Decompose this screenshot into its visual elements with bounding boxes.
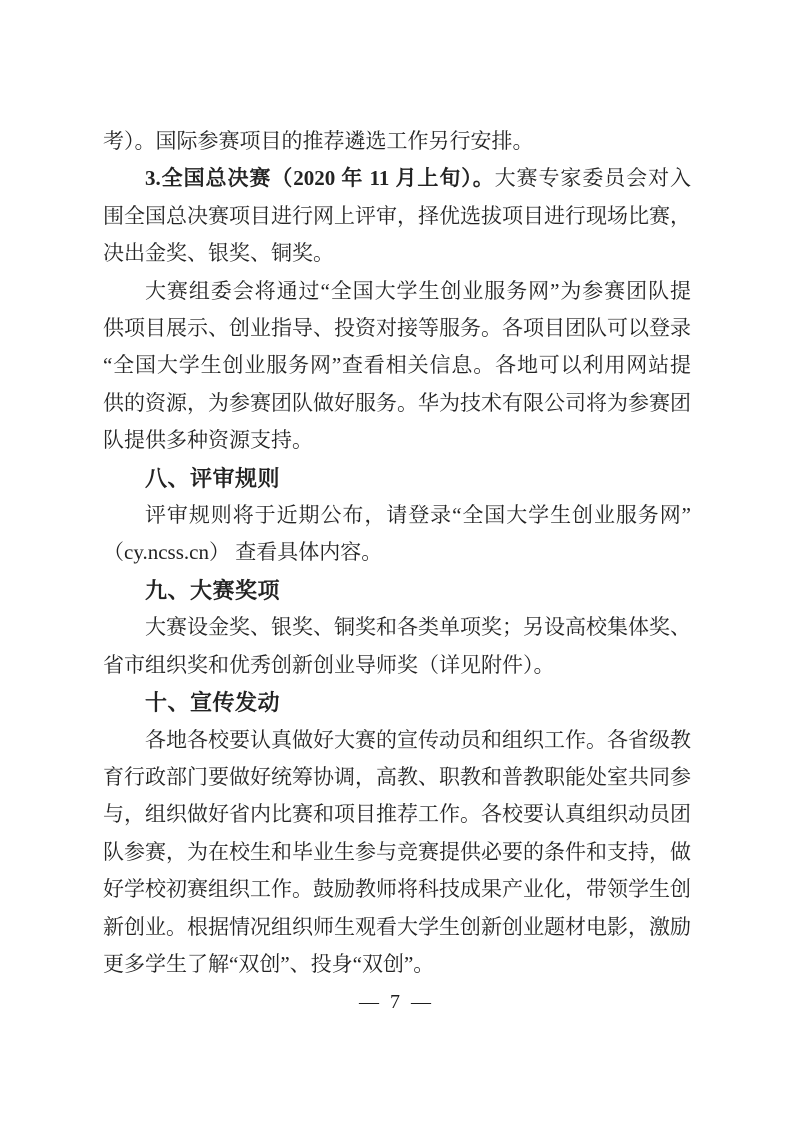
text-line (103, 796, 691, 833)
text-line (103, 123, 691, 160)
text-line (103, 946, 691, 983)
text-line (103, 871, 691, 908)
line-text: 队参赛，为在校生和毕业生参与竞赛提供必要的条件和支持，做 (103, 839, 691, 864)
line-text: 好学校初赛组织工作。鼓励教师将科技成果产业化，带领学生创 (103, 877, 691, 902)
text-line (103, 534, 691, 571)
text-line (103, 273, 691, 310)
line-text: 更多学生了解“双创”、投身“双创”。 (103, 951, 435, 976)
line-text: 队提供多种资源支持。 (103, 428, 313, 453)
line-text: 新创业。根据情况组织师生观看大学生创新创业题材电影，激励 (103, 914, 691, 939)
heading-text: 八、评审规则 (145, 465, 281, 491)
heading-text: 九、大赛奖项 (145, 577, 281, 603)
text-line (103, 834, 691, 871)
text-line (103, 497, 691, 534)
line-text: 大赛组委会将通过“全国大学生创业服务网”为参赛团队提 (145, 278, 691, 303)
line-text: 与，组织做好省内比赛和项目推荐工作。各校要认真组织动员团 (103, 802, 691, 827)
text-line (103, 347, 691, 384)
text-line (103, 385, 691, 422)
line-text: 围全国总决赛项目进行网上评审，择优选拔项目进行现场比赛， (103, 203, 691, 228)
text-line (103, 160, 691, 197)
line-text: 考）。国际参赛项目的推荐遴选工作另行安排。 (103, 129, 534, 153)
section-heading-awards (103, 572, 691, 609)
text-line (103, 722, 691, 759)
page-number: — 7 — (359, 991, 434, 1013)
section-heading-publicity (103, 684, 691, 721)
text-line (103, 235, 691, 272)
section-heading-review-rules (103, 460, 691, 497)
line-text: 省市组织奖和优秀创新创业导师奖（详见附件）。 (103, 652, 555, 677)
line-text: 评审规则将于近期公布，请登录“全国大学生创业服务网” (145, 503, 691, 528)
line-text: 各地各校要认真做好大赛的宣传动员和组织工作。各省级教 (145, 727, 691, 752)
document-content (103, 123, 691, 983)
text-line (103, 198, 691, 235)
text-line (103, 422, 691, 459)
heading-text: 十、宣传发动 (145, 690, 281, 716)
text-line (103, 609, 691, 646)
text-line (103, 647, 691, 684)
text-line (103, 759, 691, 796)
line-text: 决出金奖、银奖、铜奖。 (103, 241, 334, 266)
line-text: 供项目展示、创业指导、投资对接等服务。各项目团队可以登录 (103, 316, 691, 341)
line-text: 大赛设金奖、银奖、铜奖和各类单项奖；另设高校集体奖、 (145, 615, 691, 640)
bold-lead: 3.全国总决赛（2020 年 11 月上旬）。 (145, 166, 495, 191)
line-text: 供的资源，为参赛团队做好服务。华为技术有限公司将为参赛团 (103, 390, 691, 415)
text-line (103, 909, 691, 946)
line-text: 育行政部门要做好统筹协调，高教、职教和普教职能处室共同参 (103, 764, 691, 789)
line-text: （cy.ncss.cn） 查看具体内容。 (103, 540, 383, 565)
line-text: 大赛专家委员会对入 (494, 166, 692, 191)
line-text: “全国大学生创业服务网”查看相关信息。各地可以利用网站提 (103, 353, 691, 378)
text-line (103, 310, 691, 347)
